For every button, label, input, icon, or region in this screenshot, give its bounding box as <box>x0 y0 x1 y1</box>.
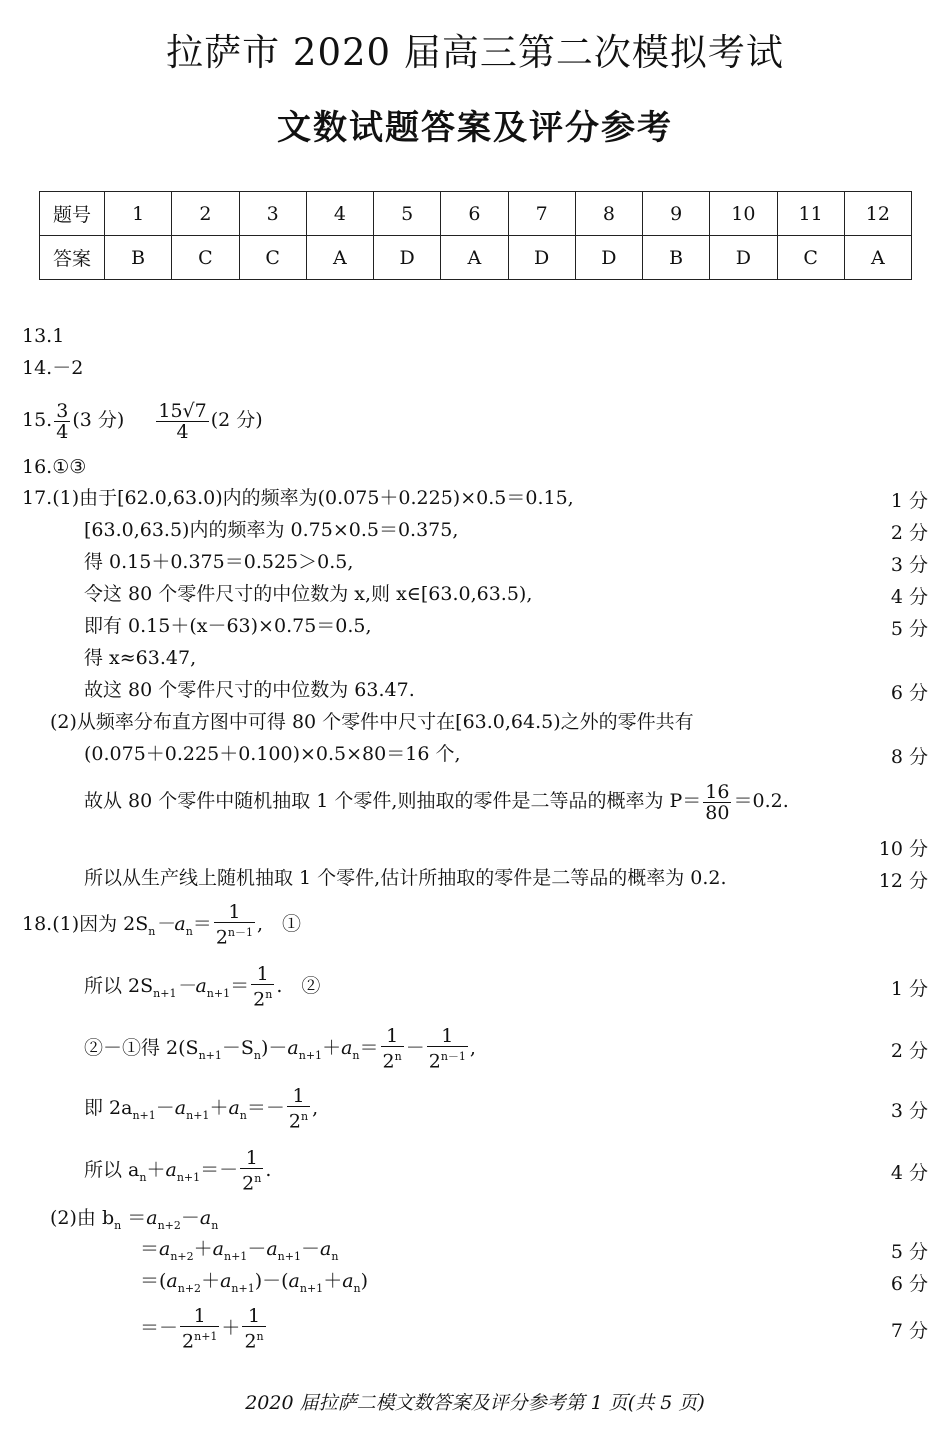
fraction <box>214 902 255 947</box>
text: 即 2a <box>84 1097 133 1119</box>
score-label: 6 分 <box>890 1273 928 1295</box>
q18-line: 所以 $a_n+a_{n+1}=-$ $\frac{1}{2^n}$ . <box>84 1147 272 1195</box>
q17-line: 17.(1)由于[62.0,63.0)内的频率为(0.075＋0.225)×0.5＝0.15, <box>22 487 574 509</box>
answer-cell: D <box>710 236 777 280</box>
fraction: $\frac{1}{2^n}$ <box>242 1147 262 1195</box>
row-label: 答案 <box>40 236 105 280</box>
answer-cell: C <box>777 236 844 280</box>
text: . ② <box>276 975 321 997</box>
fraction <box>54 401 70 442</box>
superscript: n <box>265 988 273 1002</box>
q15-score2: (2 分) <box>210 409 263 431</box>
score-label: 4 分 <box>890 586 928 608</box>
subscript: n <box>331 1249 339 1263</box>
score-label: 10 分 <box>878 838 928 860</box>
q17-line: 即有 0.15＋(x－63)×0.75＝0.5, <box>84 615 372 637</box>
q17-line: 得 0.15＋0.375＝0.525＞0.5, <box>84 551 354 573</box>
subscript: n <box>114 1218 122 1232</box>
answer-cell: C <box>239 236 306 280</box>
denominator <box>214 923 255 947</box>
text: (2)由 b <box>50 1207 115 1229</box>
q17-line: (2)从频率分布直方图中可得 80 个零件中尺寸在[63.0,64.5)之外的零件共有 <box>50 711 694 733</box>
answer-cell: B <box>105 236 172 280</box>
subscript: n+1 <box>299 1281 324 1295</box>
subscript: n+1 <box>231 1281 255 1295</box>
text: ＝ <box>230 975 250 997</box>
subscript: n+1 <box>132 1108 156 1122</box>
superscript: n <box>300 1110 309 1124</box>
subscript: n+1 <box>206 986 231 1000</box>
superscript: n <box>254 1172 262 1186</box>
answer-cell: B <box>643 236 710 280</box>
q18-line: (2)由 $b_n =a_{n+2}-a_n$ <box>50 1207 219 1232</box>
text: 所以 a <box>84 1159 140 1181</box>
subscript: n <box>353 1281 361 1295</box>
denominator: 4 <box>56 420 69 443</box>
text: 2 <box>215 926 228 949</box>
question-number-cell: 11 <box>777 192 844 236</box>
answer-cell: A <box>306 236 373 280</box>
q17-line <box>84 776 789 826</box>
text: －a <box>176 975 207 997</box>
fraction <box>251 964 274 1009</box>
q18-line: $=(a_{n+2}+a_{n+1})-(a_{n+1}+a_n)$ <box>140 1270 369 1295</box>
answer-cell: D <box>575 236 642 280</box>
fraction: $\frac{1}{2^{n+1}}$ <box>182 1305 218 1353</box>
subscript: n+1 <box>198 1048 222 1062</box>
numerator: 15√7 <box>158 399 207 422</box>
text: 2 <box>253 988 266 1011</box>
q18-line: 即 $2a_{n+1}-a_{n+1}+a_n=-$ $\frac{1}{2^n}$ , <box>84 1085 319 1133</box>
fraction: $\frac{1}{2^n}$ <box>382 1025 402 1073</box>
question-number-cell: 4 <box>306 192 373 236</box>
score-label: 5 分 <box>890 618 928 640</box>
fraction: $\frac{1}{2^{n-1}}$ <box>428 1025 466 1073</box>
score-label: 2 分 <box>890 1040 928 1062</box>
denominator: 4 <box>176 420 189 443</box>
text: ②－①得 2(S <box>84 1037 199 1059</box>
page-subtitle: 文数试题答案及评分参考 <box>277 108 673 148</box>
score-label: 4 分 <box>890 1162 928 1184</box>
answer-14: 14.－2 <box>22 357 84 379</box>
question-number-cell: 6 <box>441 192 508 236</box>
answer-13: 13.1 <box>22 325 65 347</box>
subscript: n+2 <box>157 1218 181 1232</box>
subscript: n <box>139 1170 147 1184</box>
q17-line: 令这 80 个零件尺寸的中位数为 x,则 x∈[63.0,63.5), <box>84 583 533 605</box>
q18-line: $=a_{n+2}+a_{n+1}-a_{n+1}-a_n$ <box>140 1238 339 1263</box>
q17-line: 得 x≈63.47, <box>84 647 197 669</box>
fraction: $\frac{1}{2^n}$ <box>244 1305 264 1353</box>
answer-16: 16.①③ <box>22 456 87 478</box>
table-row <box>40 236 912 280</box>
subscript: n <box>239 1108 247 1122</box>
numerator: 16 <box>705 780 730 803</box>
question-number-cell: 8 <box>575 192 642 236</box>
q15-prefix: 15. <box>22 409 53 431</box>
q17-line: [63.0,63.5)内的频率为 0.75×0.5＝0.375, <box>84 519 459 541</box>
page-title: 拉萨市 2020 届高三第二次模拟考试 <box>166 31 784 74</box>
q18-line <box>84 960 320 1020</box>
denominator <box>251 985 274 1009</box>
denominator: 80 <box>705 801 730 824</box>
subscript: n+1 <box>186 1108 210 1122</box>
numerator: 1 <box>214 902 255 923</box>
subscript: n+2 <box>177 1281 202 1295</box>
subscript: n <box>185 924 193 938</box>
question-number-cell: 9 <box>643 192 710 236</box>
text: 所以 2S <box>84 975 154 997</box>
text: ＝0.2. <box>733 790 789 812</box>
score-label: 3 分 <box>890 554 928 576</box>
subscript: n+1 <box>176 1170 201 1184</box>
score-label: 8 分 <box>890 746 928 768</box>
question-number-cell: 7 <box>508 192 575 236</box>
score-label: 3 分 <box>890 1100 928 1122</box>
answer-table <box>39 191 912 280</box>
q17-line: 故这 80 个零件尺寸的中位数为 63.47. <box>84 679 415 701</box>
superscript: n－1 <box>227 926 253 940</box>
numerator: 1 <box>251 964 274 985</box>
subscript: n <box>211 1218 219 1232</box>
score-label: 6 分 <box>890 682 928 704</box>
text: , ① <box>257 913 302 935</box>
q18-line: ②－①得 $2(S_{n+1}-S_n)-a_{n+1}+a_n=$ $\frac{1}{2^n}$ － $\frac{1}{2^{n-1}}$ , <box>84 1025 476 1073</box>
score-label: 7 分 <box>890 1320 928 1342</box>
answer-cell: A <box>844 236 911 280</box>
question-number-cell: 5 <box>374 192 441 236</box>
q18-line: ＝－ $\frac{1}{2^{n+1}}$ ＋ $\frac{1}{2^n}$ <box>140 1305 264 1353</box>
subscript: n+2 <box>170 1249 194 1263</box>
score-label: 5 分 <box>890 1241 928 1263</box>
subscript: n+1 <box>224 1249 248 1263</box>
superscript: n+1 <box>194 1330 218 1344</box>
q17-line: 所以从生产线上随机抽取 1 个零件,估计所抽取的零件是二等品的概率为 0.2. <box>84 867 727 889</box>
superscript: n <box>394 1050 402 1064</box>
text: －a <box>155 913 186 935</box>
text: 故从 80 个零件中随机抽取 1 个零件,则抽取的零件是二等品的概率为 P＝ <box>84 790 702 812</box>
row-label: 题号 <box>40 192 105 236</box>
score-label: 1 分 <box>890 490 928 512</box>
text: ＝ <box>192 913 212 935</box>
answer-cell: D <box>508 236 575 280</box>
fraction <box>156 401 208 442</box>
subscript: n <box>352 1048 360 1062</box>
fraction: $\frac{1}{2^n}$ <box>288 1085 309 1133</box>
q15-score1: (3 分) <box>72 409 125 431</box>
numerator: 3 <box>56 399 69 422</box>
superscript: n <box>256 1330 264 1344</box>
page-footer: 2020 届拉萨二模文数答案及评分参考第 1 页(共 5 页) <box>245 1392 705 1414</box>
q18-line <box>22 898 301 958</box>
score-label: 1 分 <box>890 978 928 1000</box>
subscript: n <box>253 1048 261 1062</box>
superscript: n－1 <box>440 1050 466 1064</box>
table-row <box>40 192 912 236</box>
fraction <box>703 782 731 823</box>
subscript: n+1 <box>298 1048 323 1062</box>
answer-cell: C <box>172 236 239 280</box>
text: 18.(1)因为 2S <box>22 913 149 935</box>
answer-cell: D <box>374 236 441 280</box>
question-number-cell: 2 <box>172 192 239 236</box>
subscript: n <box>148 924 156 938</box>
question-number-cell: 3 <box>239 192 306 236</box>
score-label: 12 分 <box>878 870 928 892</box>
question-number-cell: 10 <box>710 192 777 236</box>
subscript: n+1 <box>277 1249 301 1263</box>
score-label: 2 分 <box>890 522 928 544</box>
q17-line: (0.075＋0.225＋0.100)×0.5×80＝16 个, <box>84 743 461 765</box>
answer-15 <box>22 394 263 446</box>
question-number-cell: 1 <box>105 192 172 236</box>
answer-cell: A <box>441 236 508 280</box>
question-number-cell: 12 <box>844 192 911 236</box>
subscript: n+1 <box>153 986 177 1000</box>
